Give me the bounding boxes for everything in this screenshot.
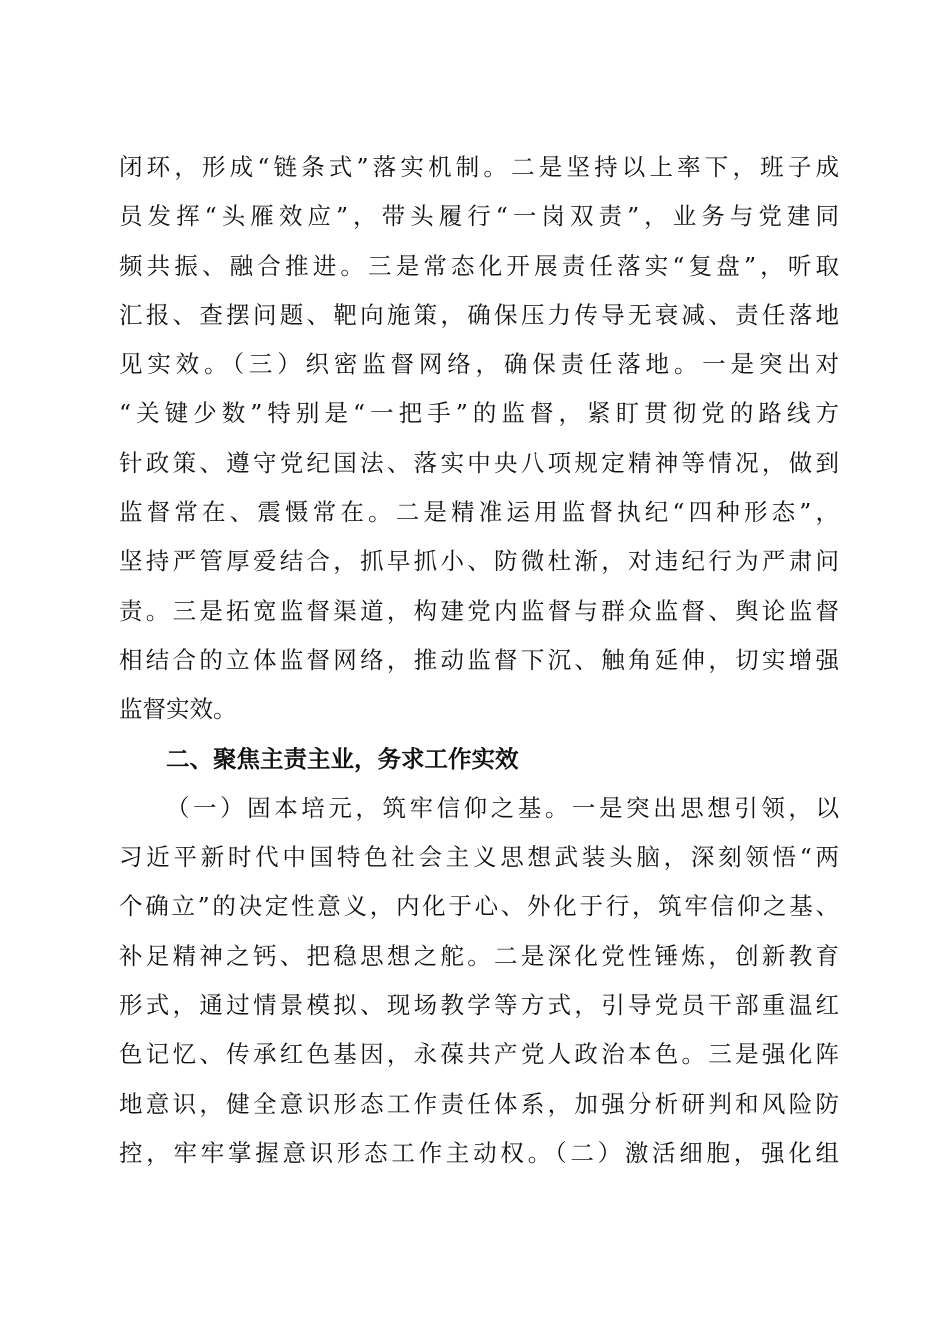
text-line: 形式，通过情景模拟、现场教学等方式，引导党员干部重温红 (119, 991, 839, 1020)
text-line: 闭环，形成“链条式”落实机制。二是坚持以上率下，班子成 (119, 153, 839, 181)
text-line: 监督常在、震慑常在。二是精准运用监督执纪“四种形态”， (119, 498, 839, 527)
text-line: 员发挥“头雁效应”，带头履行“一岗双责”，业务与党建同 (119, 202, 839, 231)
text-line: “关键少数”特别是“一把手”的监督，紧盯贯彻党的路线方 (119, 399, 839, 428)
text-line: 习近平新时代中国特色社会主义思想武装头脑，深刻领悟“两 (119, 843, 839, 872)
text-line: 频共振、融合推进。三是常态化开展责任落实“复盘”，听取 (119, 251, 839, 280)
text-line: 针政策、遵守党纪国法、落实中央八项规定精神等情况，做到 (119, 448, 839, 477)
section-heading: 二、聚焦主责主业，务求工作实效 (166, 744, 519, 773)
text-line: 坚持严管厚爱结合，抓早抓小、防微杜渐，对违纪行为严肃问 (119, 547, 839, 576)
text-line: 相结合的立体监督网络，推动监督下沉、触角延伸，切实增强 (119, 645, 839, 674)
text-line: 地意识，健全意识形态工作责任体系，加强分析研判和风险防 (119, 1089, 839, 1118)
text-line: 监督实效。 (119, 695, 237, 724)
text-line: 色记忆、传承红色基因，永葆共产党人政治本色。三是强化阵 (119, 1040, 839, 1069)
text-line: 见实效。（三）织密监督网络，确保责任落地。一是突出对 (119, 350, 839, 379)
text-line: 汇报、查摆问题、靶向施策，确保压力传导无衰减、责任落地 (119, 300, 839, 329)
text-line: （一）固本培元，筑牢信仰之基。一是突出思想引领，以 (166, 793, 839, 822)
text-line: 补足精神之钙、把稳思想之舵。二是深化党性锤炼，创新教育 (119, 941, 839, 970)
text-line: 责。三是拓宽监督渠道，构建党内监督与群众监督、舆论监督 (119, 596, 839, 625)
text-line: 控，牢牢掌握意识形态工作主动权。（二）激活细胞，强化组 (119, 1138, 839, 1167)
text-line: 个确立”的决定性意义，内化于心、外化于行，筑牢信仰之基、 (119, 892, 839, 921)
document-body (119, 143, 839, 1178)
